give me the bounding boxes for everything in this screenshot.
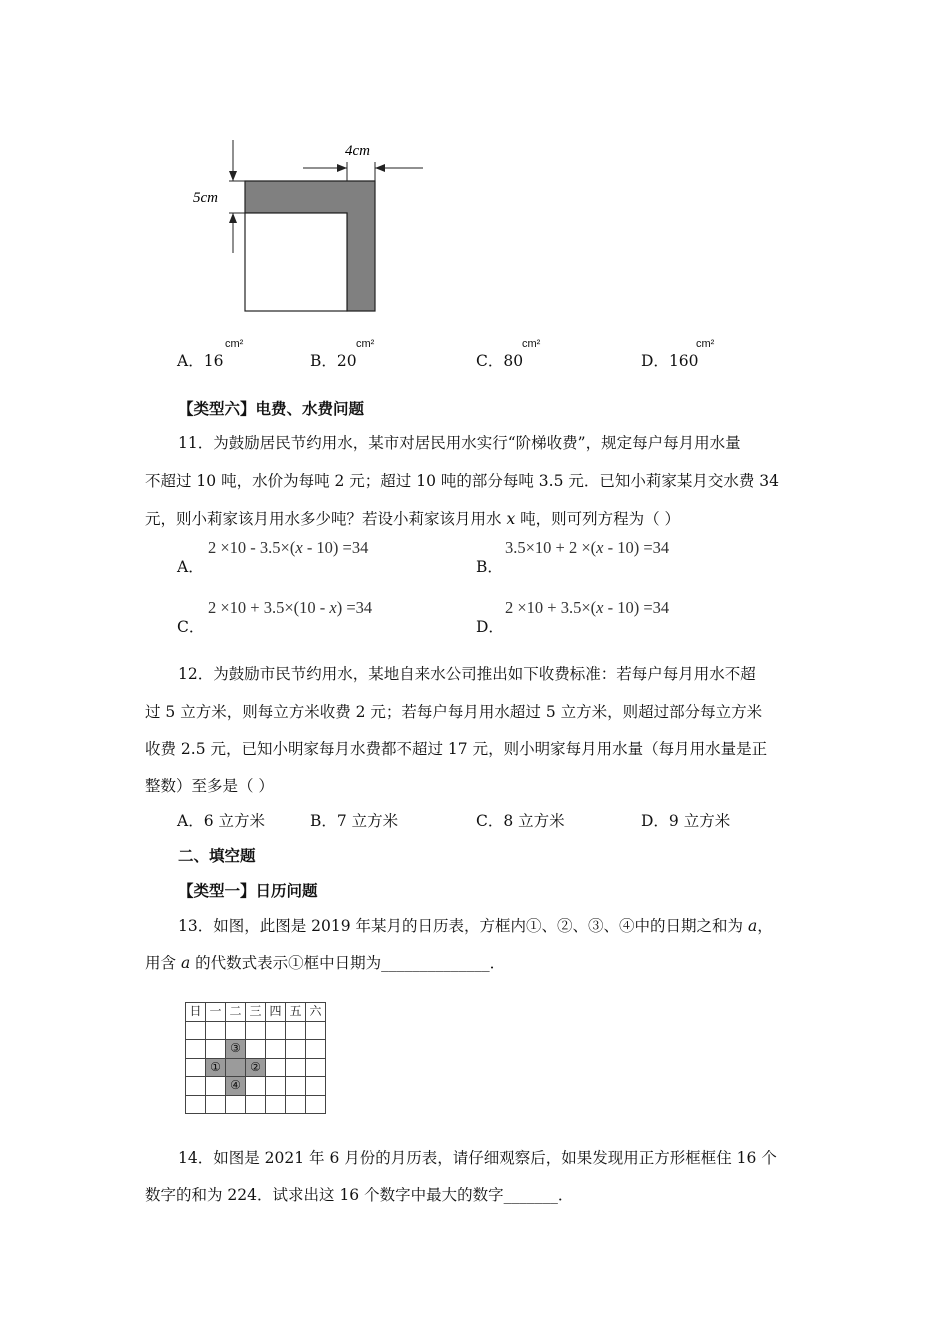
q11-option-c-letter[interactable]: C． (177, 618, 205, 636)
calendar-row (186, 1058, 326, 1077)
q10-option-a-unit: cm² (225, 338, 244, 350)
q11-line2: 不超过 10 吨，水价为每吨 2 元；超过 10 吨的部分每吨 3.5 元．已知小莉家某月交水费 34 (145, 472, 780, 490)
calendar-mark-2: ② (246, 1058, 266, 1077)
q12-option-b[interactable]: B．7 立方米 (310, 812, 399, 830)
q12-option-c[interactable]: C．8 立方米 (476, 812, 565, 830)
q11-line3: 元，则小莉家该月用水多少吨？若设小莉家该月用水 x 吨，则可列方程为（ ） (145, 510, 681, 528)
calendar-header-cell: 二 (226, 1003, 246, 1022)
q12-option-a[interactable]: A．6 立方米 (177, 812, 265, 830)
calendar-header-cell: 六 (306, 1003, 326, 1022)
side-dimension-label: 5cm (193, 190, 218, 206)
q11-option-d-letter[interactable]: D． (476, 618, 504, 636)
calendar-row (186, 1095, 326, 1114)
calendar-header-cell: 一 (206, 1003, 226, 1022)
q12-line2: 过 5 立方米，则每立方米收费 2 元；若每户每月用水超过 5 立方米，则超过部分每立方米 (145, 703, 763, 721)
calendar-row (186, 1021, 326, 1040)
inner-square (245, 213, 347, 311)
q12-line3: 收费 2.5 元，已知小明家每月水费都不超过 17 元，则小明家每月用水量（每月用水量是正 (145, 740, 768, 758)
q10-option-d-unit: cm² (696, 338, 715, 350)
calendar-table (185, 1002, 326, 1114)
q11-option-b-letter[interactable]: B． (476, 558, 503, 576)
q12-option-d[interactable]: D．9 立方米 (641, 812, 731, 830)
q10-option-c[interactable]: C．80 (476, 352, 524, 370)
calendar-header-cell: 五 (286, 1003, 306, 1022)
q11-option-a-equation: 2 ×10 - 3.5×(x - 10) =34 (208, 538, 369, 557)
calendar-row (186, 1040, 326, 1059)
q14-line1: 14．如图是 2021 年 6 月份的月历表，请仔细观察后，如果发现用正方形框框住 16 个 (178, 1149, 777, 1167)
q13-line2: 用含 a 的代数式表示①框中日期为______________． (145, 954, 506, 972)
section2-heading: 二、填空题 (178, 847, 256, 865)
q11-option-b-equation: 3.5×10 + 2 ×(x - 10) =34 (505, 538, 670, 557)
calendar-header-cell: 四 (266, 1003, 286, 1022)
q10-option-b-unit: cm² (356, 338, 375, 350)
calendar-header-row (186, 1003, 326, 1022)
q11-option-d-equation: 2 ×10 + 3.5×(x - 10) =34 (505, 598, 670, 617)
q14-line2: 数字的和为 224．试求出这 16 个数字中最大的数字_______． (145, 1186, 574, 1204)
q11-option-c-equation: 2 ×10 + 3.5×(10 - x) =34 (208, 598, 373, 617)
q10-option-b[interactable]: B．20 (310, 352, 357, 370)
calendar-center-cell (226, 1058, 246, 1077)
q11-line1: 11．为鼓励居民节约用水，某市对居民用水实行“阶梯收费”，规定每户每月用水量 (178, 434, 741, 452)
q10-option-d[interactable]: D．160 (641, 352, 699, 370)
calendar-mark-4: ④ (226, 1077, 246, 1096)
calendar-mark-3: ③ (226, 1040, 246, 1059)
type6-heading: 【类型六】电费、水费问题 (178, 400, 365, 418)
q11-option-a-letter[interactable]: A． (177, 558, 204, 576)
calendar-row (186, 1077, 326, 1096)
calendar-header-cell: 日 (186, 1003, 206, 1022)
q10-option-c-unit: cm² (522, 338, 541, 350)
l-shape-figure (185, 135, 435, 320)
type1-heading: 【类型一】日历问题 (178, 882, 318, 900)
calendar-mark-1: ① (206, 1058, 226, 1077)
q12-line4: 整数）至多是（ ） (145, 777, 274, 795)
q10-option-a[interactable]: A．16 (177, 352, 224, 370)
calendar-header-cell: 三 (246, 1003, 266, 1022)
top-dimension-label: 4cm (345, 143, 370, 159)
q12-line1: 12．为鼓励市民节约用水，某地自来水公司推出如下收费标准：若每户每月用水不超 (178, 665, 756, 683)
q13-line1: 13．如图，此图是 2019 年某月的日历表，方框内①、②、③、④中的日期之和为 a， (178, 917, 773, 935)
